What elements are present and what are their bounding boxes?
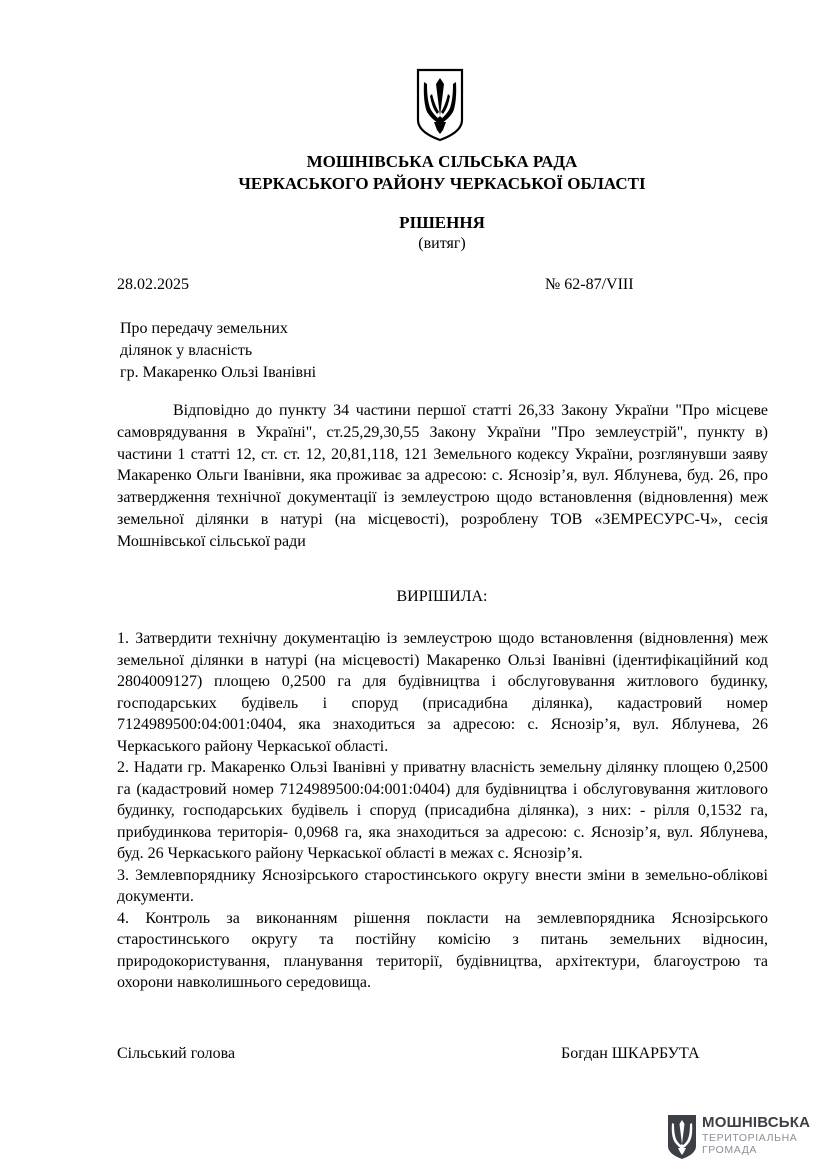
logo-subtitle-line2: ГРОМАДА bbox=[702, 1144, 758, 1156]
decision-items bbox=[117, 628, 768, 994]
subject-line: Про передачу земельних bbox=[120, 320, 288, 337]
community-logo bbox=[666, 1114, 811, 1164]
subject-line: гр. Макаренко Ользі Іванівні bbox=[120, 364, 317, 381]
decided-heading: ВИРІШИЛА: bbox=[396, 588, 488, 605]
logo-subtitle bbox=[702, 1132, 797, 1156]
council-name bbox=[0, 151, 826, 195]
decision-subject bbox=[120, 318, 316, 384]
trident-logo-icon bbox=[666, 1114, 698, 1160]
signatory-title: Сільський голова bbox=[117, 1045, 236, 1062]
logo-subtitle-line1: ТЕРИТОРІАЛЬНА bbox=[702, 1132, 798, 1144]
preamble-paragraph: Відповідно до пункту 34 частини першої статті 26,33 Закону України "Про місцеве самоврядування в Україні", ст.25,29,30,55 Закону України "Про землеустрій", пункту в) частини 1 статті 12, ст. ст. 12, 20,81,118, 121 Земельного кодексу України, розглянувши заяву Макаренко Ольги Іванівни, яка проживає за адресою: с. Яснозір’я, вул. Яблунева, буд. 26, про затвердження технічної документації із землеустрою щодо встановлення (відновлення) меж земельної ділянки в натурі (на місцевості), розроблену ТОВ «ЗЕМРЕСУРС-Ч», сесія Мошнівської сільської ради bbox=[117, 402, 768, 550]
decision-number: № 62-87/VIII bbox=[545, 276, 634, 293]
trident-emblem-icon bbox=[415, 68, 465, 142]
logo-title: МОШНІВСЬКА bbox=[702, 1114, 811, 1131]
decision-item: 1. Затвердити технічну документацію із землеустрою щодо встановлення (відновлення) меж земельної ділянки в натурі (на місцевості) Макаренко Ользі Іванівні (ідентифікаційний код 2804009127) площею 0,2500 га для будівництва і обслуговування житлового будинку, господарських будівель і споруд (присадибна ділянка), кадастровий номер 7124989500:04:001:0404, яка знаходиться за адресою: с. Яснозір’я, вул. Яблунева, 26 Черкаського району Черкаської області. bbox=[117, 630, 768, 755]
document-type: РІШЕННЯ bbox=[399, 213, 485, 232]
decision-date: 28.02.2025 bbox=[117, 276, 189, 293]
subject-line: ділянок у власність bbox=[120, 342, 253, 359]
signatory-name: Богдан ШКАРБУТА bbox=[561, 1045, 700, 1062]
decision-item: 3. Землевпоряднику Яснозірського старостинського округу внести зміни в земельно-облікові документи. bbox=[117, 866, 768, 905]
council-name-line2: ЧЕРКАСЬКОГО РАЙОНУ ЧЕРКАСЬКОЇ ОБЛАСТІ bbox=[238, 174, 646, 193]
decision-item: 4. Контроль за виконанням рішення покласти на землевпорядника Яснозірського старостинського округу та постійну комісію з питань земельних відносин, природокористування, планування території, будівництва, архітектури, благоустрою та охорони навколишнього середовища. bbox=[117, 909, 768, 991]
document-subtype: (витяг) bbox=[418, 235, 466, 252]
decision-item: 2. Надати гр. Макаренко Ользі Іванівні у приватну власність земельну ділянку площею 0,2500 га (кадастровий номер 7124989500:04:001:0404) для будівництва і обслуговування житлового будинку, господарських будівель і споруд (присадибна ділянка), з них: - рілля 0,1532 га, прибудинкова територія- 0,0968 га, яка знаходиться за адресою: с. Яснозір’я, вул. Яблунева, буд. 26 Черкаського району Черкаської області в межах с. Яснозір’я. bbox=[117, 759, 768, 862]
council-name-line1: МОШНІВСЬКА СІЛЬСЬКА РАДА bbox=[306, 152, 578, 171]
